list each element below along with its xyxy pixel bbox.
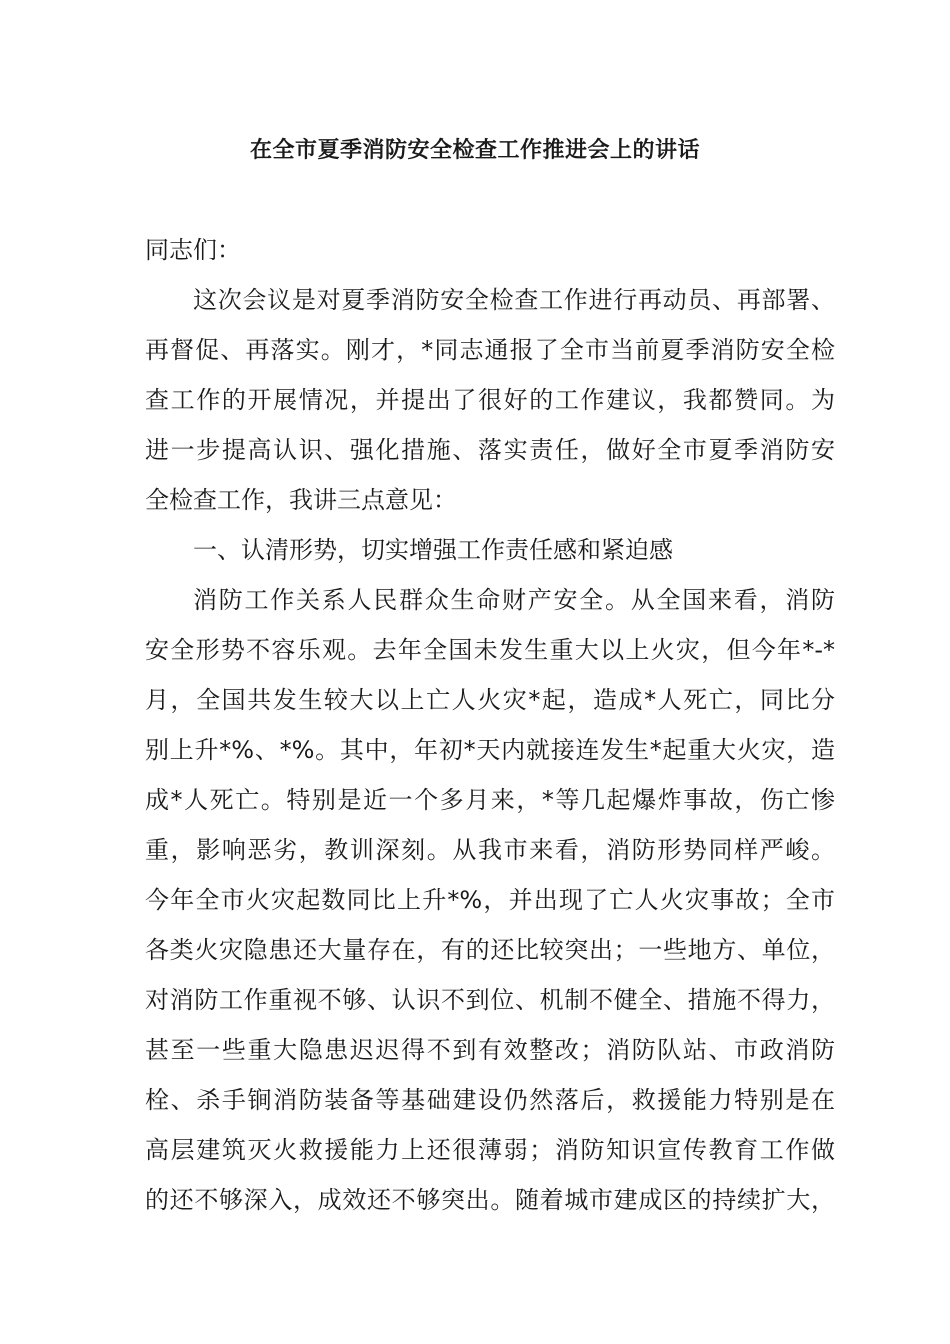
paragraph-line: 栓、杀手锏消防装备等基础建设仍然落后，救援能力特别是在 (145, 1086, 835, 1114)
paragraph-line: 甚至一些重大隐患迟迟得不到有效整改；消防队站、市政消防 (145, 1036, 835, 1064)
section-heading: 一、认清形势，切实增强工作责任感和紧迫感 (193, 536, 673, 564)
paragraph-line: 对消防工作重视不够、认识不到位、机制不健全、措施不得力， (145, 986, 835, 1014)
paragraph-line: 重，影响恶劣，教训深刻。从我市来看，消防形势同样严峻。 (145, 836, 835, 864)
paragraph-line: 今年全市火灾起数同比上升*%，并出现了亡人火灾事故；全市 (145, 886, 835, 914)
document-title: 在全市夏季消防安全检查工作推进会上的讲话 (249, 138, 700, 163)
paragraph-line: 消防工作关系人民群众生命财产安全。从全国来看，消防 (193, 586, 835, 614)
paragraph-line: 别上升*%、*%。其中，年初*天内就接连发生*起重大火灾，造 (145, 736, 835, 764)
paragraph-line: 各类火灾隐患还大量存在，有的还比较突出；一些地方、单位， (145, 936, 835, 964)
paragraph-line: 再督促、再落实。刚才，*同志通报了全市当前夏季消防安全检 (145, 336, 835, 364)
paragraph-line: 查工作的开展情况，并提出了很好的工作建议，我都赞同。为 (145, 386, 835, 414)
paragraph-line: 进一步提高认识、强化措施、落实责任，做好全市夏季消防安 (145, 436, 835, 464)
paragraph-line: 安全形势不容乐观。去年全国未发生重大以上火灾，但今年*-* (145, 636, 835, 664)
paragraph-line: 的还不够深入，成效还不够突出。随着城市建成区的持续扩大， (145, 1186, 835, 1214)
paragraph-line: 月，全国共发生较大以上亡人火灾*起，造成*人死亡，同比分 (145, 686, 835, 714)
paragraph-line: 高层建筑灭火救援能力上还很薄弱；消防知识宣传教育工作做 (145, 1136, 835, 1164)
salutation: 同志们： (145, 236, 241, 264)
paragraph-line: 这次会议是对夏季消防安全检查工作进行再动员、再部署、 (193, 286, 835, 314)
paragraph-line: 成*人死亡。特别是近一个多月来，*等几起爆炸事故，伤亡惨 (145, 786, 835, 814)
document-body (145, 230, 835, 1230)
paragraph-line: 全检查工作，我讲三点意见： (145, 486, 457, 514)
